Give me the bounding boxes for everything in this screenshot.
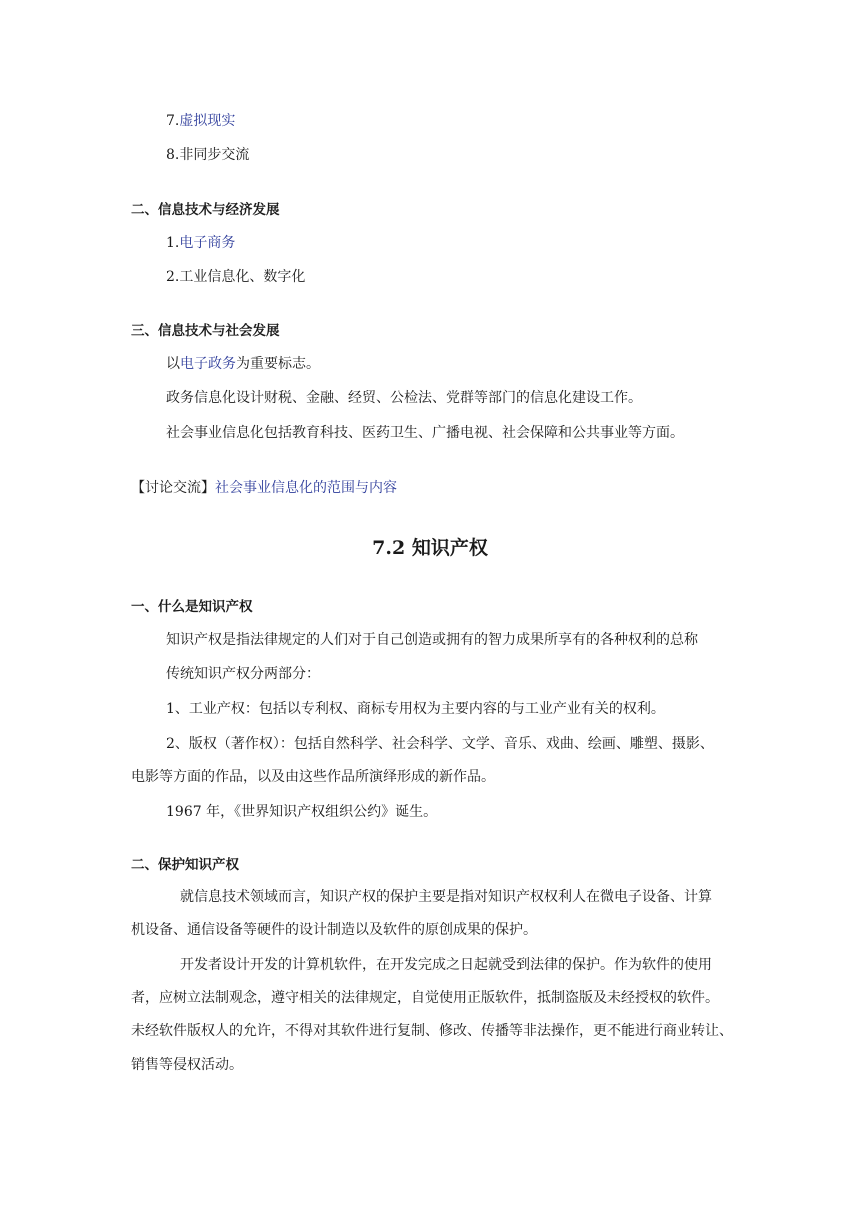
link-virtual-reality[interactable]: 虚拟现实 — [179, 113, 236, 129]
paragraph-protection-line2: 机设备、通信设备等硬件的设计制造以及软件的原创成果的保护。 — [131, 922, 537, 938]
heading-it-economy: 二、信息技术与经济发展 — [131, 202, 280, 218]
paragraph-software-line3: 未经软件版权人的允许，不得对其软件进行复制、修改、传播等非法操作，更不能进行商业转让、 — [131, 1023, 733, 1039]
discussion-line: 【讨论交流】社会事业信息化的范围与内容 — [131, 480, 397, 496]
heading-what-is-ip: 一、什么是知识产权 — [131, 599, 253, 615]
paragraph-industrial-property: 1、工业产权：包括以专利权、商标专用权为主要内容的与工业产业有关的权利。 — [166, 701, 665, 717]
paragraph-government-informatization: 政务信息化设计财税、金融、经贸、公检法、党群等部门的信息化建设工作。 — [166, 390, 642, 406]
paragraph-software-line2: 者，应树立法制观念，遵守相关的法律规定，自觉使用正版软件，抵制盗版及未经授权的软件。 — [131, 990, 719, 1006]
link-discussion[interactable]: 社会事业信息化的范围与内容 — [215, 480, 397, 496]
paragraph-copyright-line1: 2、版权（著作权）：包括自然科学、社会科学、文学、音乐、戏曲、绘画、雕塑、摄影、 — [166, 736, 714, 752]
paragraph-software-line1: 开发者设计开发的计算机软件，在开发完成之日起就受到法律的保护。作为软件的使用 — [180, 957, 712, 973]
paragraph-ip-definition: 知识产权是指法律规定的人们对于自己创造或拥有的智力成果所享有的各种权利的总称 — [166, 632, 698, 648]
heading-protect-ip: 二、保护知识产权 — [131, 857, 239, 873]
paragraph-software-line4: 销售等侵权活动。 — [131, 1057, 243, 1073]
paragraph-1967-convention: 1967 年，《世界知识产权组织公约》诞生。 — [166, 804, 438, 820]
link-e-government[interactable]: 电子政务 — [180, 356, 236, 372]
paragraph-social-informatization: 社会事业信息化包括教育科技、医药卫生、广播电视、社会保障和公共事业等方面。 — [166, 425, 684, 441]
paragraph-e-government: 以电子政务为重要标志。 — [166, 356, 320, 372]
list-item-7: 7.虚拟现实 — [166, 113, 236, 129]
paragraph-protection-line1: 就信息技术领域而言，知识产权的保护主要是指对知识产权权利人在微电子设备、计算 — [180, 889, 712, 905]
paragraph-copyright-line2: 电影等方面的作品，以及由这些作品所演绎形成的新作品。 — [131, 769, 495, 785]
heading-it-society: 三、信息技术与社会发展 — [131, 323, 280, 339]
chapter-title: 7.2 知识产权 — [372, 537, 488, 559]
list-item-2: 2.工业信息化、数字化 — [166, 269, 306, 285]
link-e-commerce[interactable]: 电子商务 — [179, 235, 236, 251]
list-item-8: 8.非同步交流 — [166, 147, 250, 163]
paragraph-ip-parts: 传统知识产权分两部分： — [166, 666, 320, 682]
list-item-1: 1.电子商务 — [166, 235, 236, 251]
